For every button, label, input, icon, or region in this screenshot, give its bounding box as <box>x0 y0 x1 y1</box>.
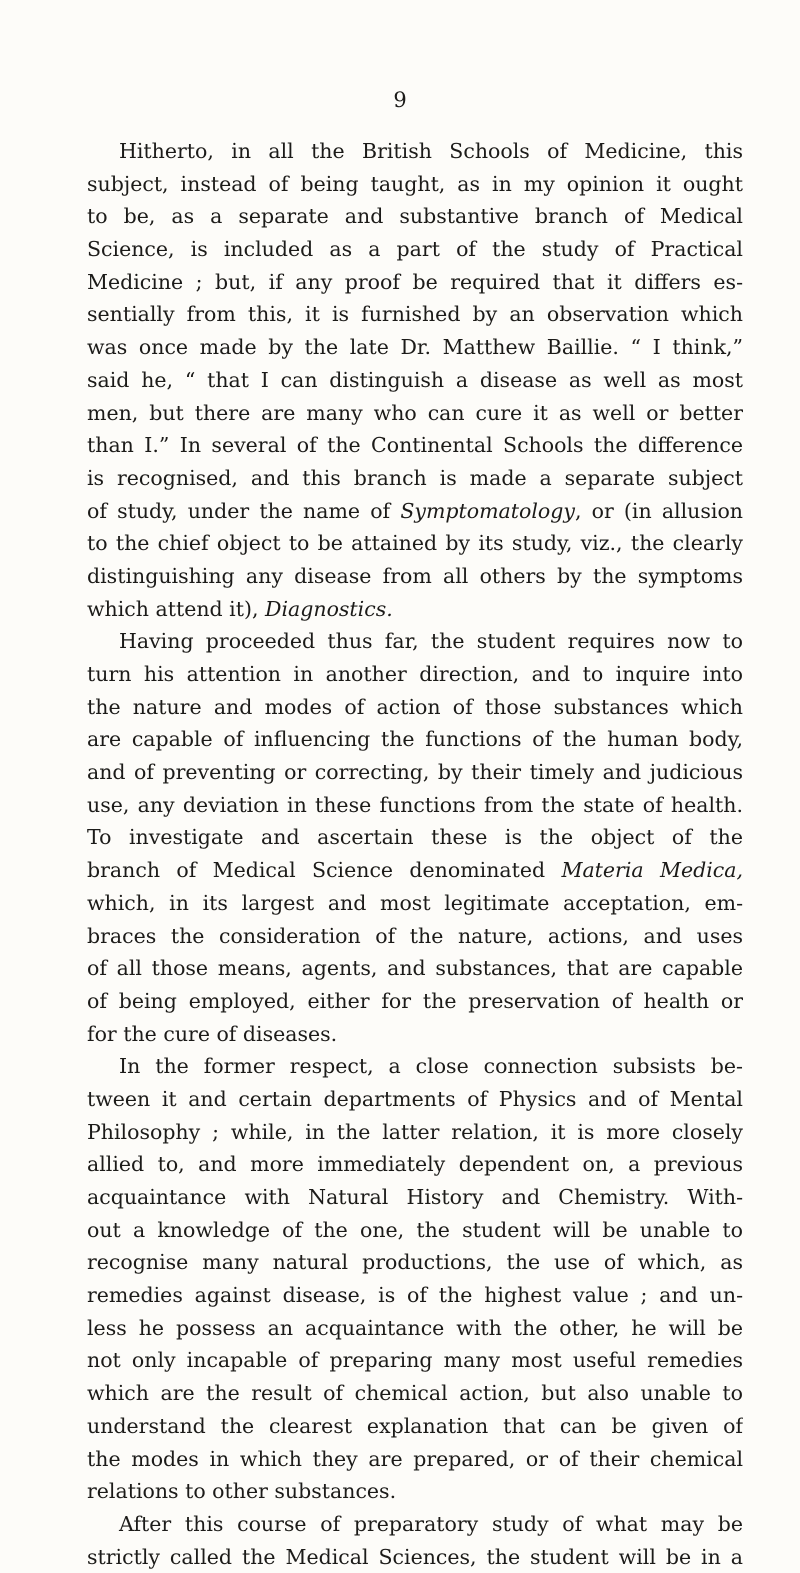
text-line: was once made by the late Dr. Matthew Baillie. “ I think,” <box>87 335 743 360</box>
text-line: Having proceeded thus far, the student requires now to <box>119 629 743 654</box>
paragraph-preparatory-study <box>87 1508 743 1573</box>
text-line: which, in its largest and most legitimate acceptation, em- <box>87 890 743 915</box>
italic-term-symptomatology: Symptomatology <box>400 498 575 523</box>
text-line: understand the clearest explanation that can be given of <box>87 1413 743 1438</box>
text-line: braces the consideration of the nature, actions, and uses <box>87 923 743 948</box>
text-line: Medicine ; but, if any proof be required that it differs es- <box>87 269 743 294</box>
text-line: strictly called the Medical Sciences, the student will be in a <box>87 1544 743 1569</box>
text-line <box>87 495 743 528</box>
text-line: Philosophy ; while, in the latter relation, it is more closely <box>87 1119 743 1144</box>
text-segment: which attend it), <box>87 596 259 621</box>
text-line: Hitherto, in all the British Schools of Medicine, this <box>119 139 743 163</box>
text-line: out a knowledge of the one, the student will be unable to <box>87 1217 743 1242</box>
text-line: the nature and modes of action of those substances which <box>87 694 743 719</box>
text-line: turn his attention in another direction, and to inquire into <box>87 662 743 686</box>
text-line: tween it and certain departments of Physics and of Mental <box>87 1086 743 1111</box>
text-line: acquaintance with Natural History and Chemistry. With- <box>87 1185 743 1209</box>
page-number: 9 <box>393 88 407 112</box>
body-text <box>87 135 743 1573</box>
text-line: which are the result of chemical action, but also unable to <box>87 1381 743 1406</box>
italic-term-diagnostics: Diagnostics. <box>265 596 393 621</box>
text-line: subject, instead of being taught, as in my opinion it ought <box>87 171 743 196</box>
text-line: is recognised, and this branch is made a separate subject <box>87 465 743 490</box>
paragraph-diagnostics <box>87 135 743 625</box>
text-line: Science, is included as a part of the study of Practical <box>87 237 743 262</box>
text-line: To investigate and ascertain these is the object of the <box>87 825 743 850</box>
text-line: of all those means, agents, and substances, that are capable <box>87 956 743 981</box>
text-line: than I.” In several of the Continental Schools the difference <box>87 433 743 458</box>
text-segment: of study, under the name of <box>87 498 391 523</box>
text-line: said he, “ that I can distinguish a disease as well as most <box>87 367 743 392</box>
text-line: for the cure of diseases. <box>87 1021 338 1046</box>
text-line: and of preventing or correcting, by their timely and judicious <box>87 760 743 785</box>
text-line: recognise many natural productions, the use of which, as <box>87 1250 743 1275</box>
text-line <box>87 593 743 626</box>
text-line: of being employed, either for the preservation of health or <box>87 988 743 1013</box>
text-line <box>87 854 743 887</box>
paragraph-physics-chemistry <box>87 1050 743 1508</box>
italic-term-materia-medica: Materia Medica, <box>561 858 743 883</box>
text-segment: branch of Medical Science denominated <box>87 858 546 883</box>
text-line: remedies against disease, is of the highest value ; and un- <box>87 1283 743 1308</box>
text-line: use, any deviation in these functions from the state of health. <box>87 792 743 817</box>
paragraph-materia-medica <box>87 625 743 1050</box>
text-segment: , or (in allusion <box>574 498 743 523</box>
text-line: to the chief object to be attained by its study, viz., the clearly <box>87 531 743 556</box>
text-line: relations to other substances. <box>87 1479 397 1504</box>
text-line: distinguishing any disease from all others by the symptoms <box>87 563 743 588</box>
text-line: In the former respect, a close connection subsists be- <box>119 1054 743 1079</box>
text-line: less he possess an acquaintance with the other, he will be <box>87 1315 743 1340</box>
text-line: are capable of influencing the functions of the human body, <box>87 727 743 752</box>
text-line: After this course of preparatory study of what may be <box>119 1511 743 1536</box>
text-line: sentially from this, it is furnished by an observation which <box>87 302 743 327</box>
text-line: allied to, and more immediately dependent on, a previous <box>87 1152 743 1177</box>
text-line: the modes in which they are prepared, or of their chemical <box>87 1446 743 1471</box>
text-line: to be, as a separate and substantive branch of Medical <box>87 204 743 229</box>
text-line: men, but there are many who can cure it as well or better <box>87 400 743 425</box>
text-line: not only incapable of preparing many most useful remedies <box>87 1348 743 1373</box>
